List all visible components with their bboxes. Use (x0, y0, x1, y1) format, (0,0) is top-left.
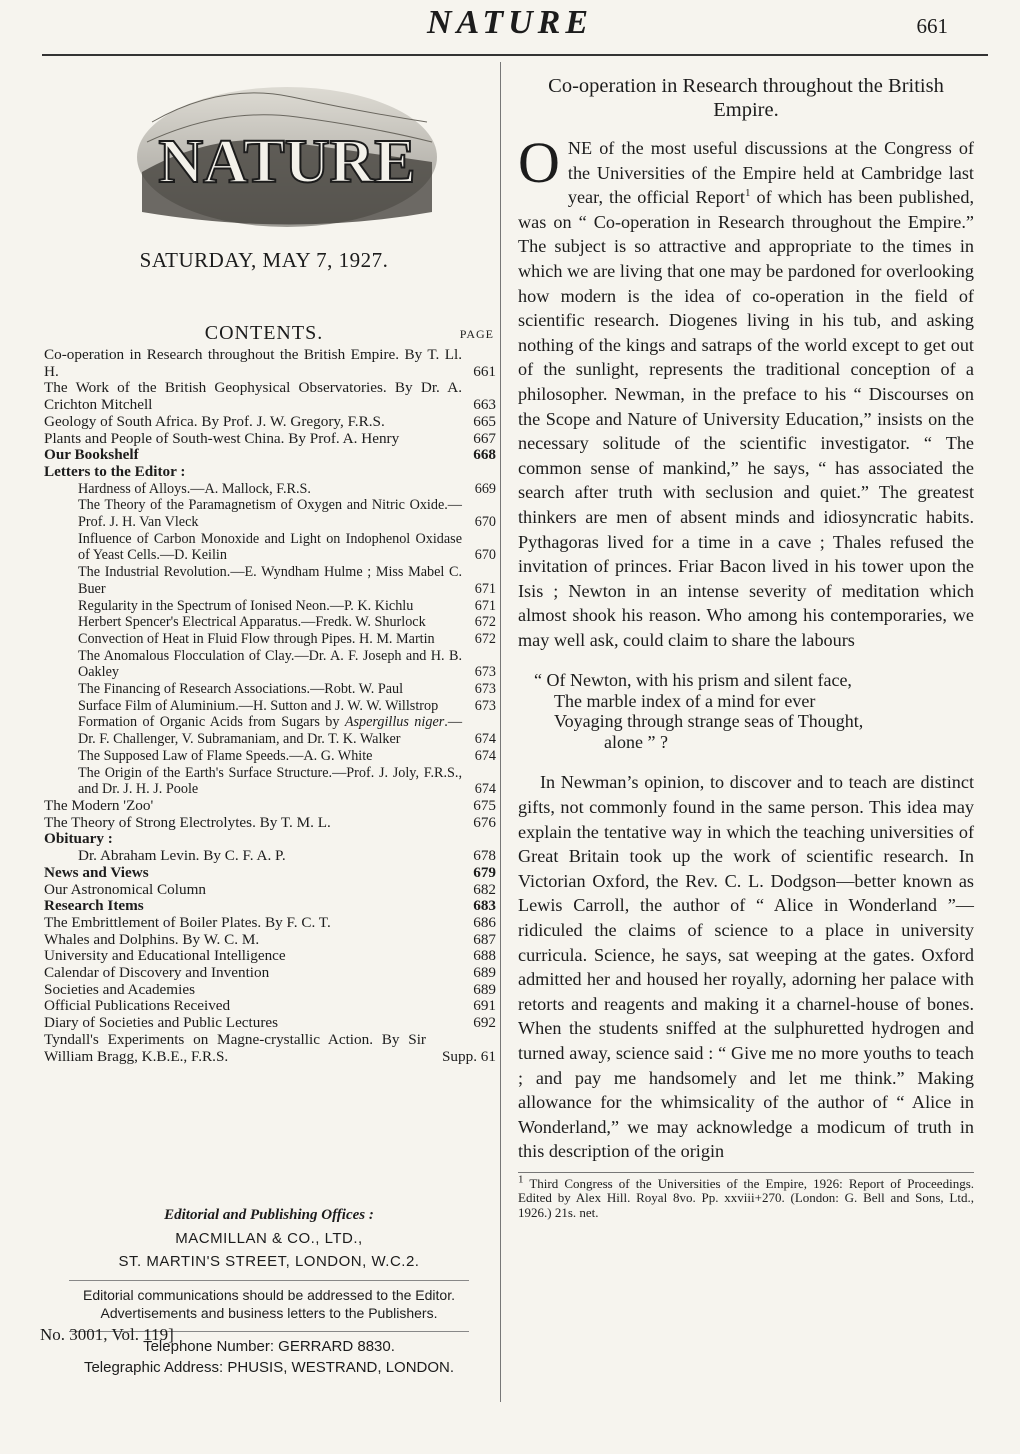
toc-entry-page: 671 (474, 597, 496, 614)
page-number: 661 (916, 14, 948, 38)
toc-entry-page: 672 (474, 630, 496, 647)
toc-entry[interactable] (44, 798, 496, 815)
verse-line: Voyaging through strange seas of Thought, (554, 711, 864, 732)
toc-entry-title-part: .—Dr. F. Challenger, V. Subramaniam, and Dr. T. K. Walker (78, 714, 462, 748)
verse-quotation (534, 670, 974, 752)
toc-entry-title-part: Formation of Organic Acids from Sugars by (78, 714, 345, 731)
toc-entry-title: News and Views (44, 863, 149, 881)
toc-entry-title-italic: Aspergillus niger (344, 714, 445, 731)
toc-entry[interactable] (44, 765, 496, 798)
telegraphic-address: Telegraphic Address: PHUSIS, WESTRAND, LONDON. (83, 1359, 455, 1376)
toc-entry-page: 669 (474, 480, 496, 497)
toc-entry-page: 689 (473, 980, 496, 998)
toc-entry-page: 687 (473, 930, 496, 948)
toc-entry-page: 672 (474, 614, 496, 631)
toc-entry[interactable] (44, 497, 496, 530)
toc-entry-title: Calendar of Discovery and Invention (44, 964, 270, 982)
toc-entry-title: Diary of Societies and Public Lectures (44, 1014, 279, 1032)
toc-entry-title: Our Bookshelf (44, 446, 139, 464)
toc-entry[interactable] (44, 882, 496, 899)
drop-cap: O (518, 130, 560, 195)
toc-entry-page: 688 (473, 947, 496, 965)
toc-entry[interactable] (44, 648, 496, 681)
toc-entry[interactable] (44, 848, 496, 865)
toc-entry-page: 683 (473, 897, 496, 915)
toc-entry-page: 673 (474, 664, 496, 681)
toc-entry[interactable] (44, 982, 496, 999)
masthead-logo (132, 62, 442, 262)
toc-section-heading (44, 831, 496, 848)
toc-entry-title: Geology of South Africa. By Prof. J. W. Gregory, F.R.S. (44, 412, 385, 430)
toc-entry[interactable] (44, 380, 496, 413)
issue-number: No. 3001, Vol. 119] (40, 1325, 174, 1344)
toc-entry-page: 670 (474, 514, 496, 531)
toc-entry-page: 674 (474, 781, 496, 798)
toc-entry[interactable] (44, 998, 496, 1015)
toc-entry[interactable] (44, 865, 496, 882)
table-of-contents (44, 347, 496, 1065)
toc-entry[interactable] (44, 898, 496, 915)
toc-entry[interactable] (44, 481, 496, 498)
toc-entry-title: The Anomalous Flocculation of Clay.—Dr. A. F. Joseph and H. B. Oakley (78, 647, 462, 681)
footnote (518, 1173, 974, 1221)
toc-entry-page: 668 (473, 446, 496, 464)
telephone-number: Telephone Number: GERRARD 8830. (143, 1338, 395, 1355)
footnote-number: 1 (518, 1173, 524, 1186)
toc-entry-title: University and Educational Intelligence (44, 947, 286, 965)
toc-entry-title: The Work of the British Geophysical Observatories. By Dr. A. Crichton Mitchell (44, 379, 462, 414)
toc-entry-title: Tyndall's Experiments on Magne-crystallic Action. By Sir William Bragg, K.B.E., F.R.S. (44, 1030, 426, 1065)
toc-section-heading (44, 464, 496, 481)
toc-entry-page: 671 (474, 580, 496, 597)
offices-heading: Editorial and Publishing Offices : (164, 1207, 374, 1223)
toc-entry-page: 692 (473, 1014, 496, 1032)
toc-entry-page: 682 (473, 880, 496, 898)
toc-entry-title (44, 714, 496, 747)
toc-entry[interactable] (44, 564, 496, 597)
toc-entry-title: Whales and Dolphins. By W. C. M. (44, 930, 260, 948)
toc-entry[interactable] (44, 447, 496, 464)
toc-entry[interactable] (44, 598, 496, 615)
contents-title: CONTENTS. (204, 322, 324, 344)
toc-entry-title: Plants and People of South-west China. By Prof. A. Henry (44, 429, 400, 447)
toc-entry-title: The Embrittlement of Boiler Plates. By F. C. T. (44, 913, 331, 931)
article-column (518, 62, 974, 1220)
toc-entry-page: 678 (473, 847, 496, 865)
toc-entry-title: Letters to the Editor : (44, 462, 186, 480)
contents-page-label: PAGE (459, 327, 494, 341)
toc-entry[interactable] (44, 748, 496, 765)
toc-entry-title: Convection of Heat in Fluid Flow through Pipes. H. M. Martin (78, 630, 435, 647)
toc-entry-title: Co-operation in Research throughout the British Empire. By T. Ll. H. (44, 346, 462, 380)
footnote-rule (518, 1172, 974, 1173)
toc-entry[interactable] (44, 815, 496, 832)
toc-entry[interactable] (44, 531, 496, 564)
toc-entry-page: 663 (473, 396, 496, 414)
toc-entry-title: The Origin of the Earth's Surface Structure.—Prof. J. Joly, F.R.S., and Dr. J. H. J. Poole (78, 764, 462, 798)
toc-entry-page: 675 (473, 796, 496, 814)
toc-entry[interactable] (44, 431, 496, 448)
offices-divider (69, 1280, 469, 1281)
article-paragraph: In Newman’s opinion, to discover and to teach are distinct gifts, not commonly found in the same person. This idea may explain the tentative way in which the teaching universities of Great Britain took up the work of scientific research. In Victorian Oxford, the Rev. C. L. Dodgson—better known as Lewis Carroll, the author of “ Alice in Wonderland ”—ridiculed the claims of science to a place in university curricula. Science, he says, sat weeping at the gates. Oxford admitted her and housed her royally, adorning her palace with retorts and reagents and making it a charnel-house of bones. When the students sniffed at the sulphuretted hydrogen and turned away, science said : “ Give me no more youths to teach ; and pay me handsomely and let me think.” Making allowance for the whimsicality of the author of “ Alice in Wonderland,” we may acknowledge a modicum of truth in this description of the origin (518, 772, 974, 1162)
toc-entry[interactable] (44, 965, 496, 982)
toc-entry[interactable] (44, 614, 496, 631)
toc-entry-title: Societies and Academies (44, 980, 195, 998)
toc-entry[interactable] (44, 932, 496, 949)
issue-date: SATURDAY, MAY 7, 1927. (139, 248, 389, 272)
toc-entry[interactable] (44, 915, 496, 932)
toc-entry-title: The Financing of Research Associations.—Robt. W. Paul (78, 681, 404, 698)
toc-entry-page: 686 (473, 913, 496, 931)
toc-entry-title: Herbert Spencer's Electrical Apparatus.—Fredk. W. Shurlock (78, 614, 426, 631)
footnote-marker[interactable]: 1 (744, 187, 751, 200)
toc-entry[interactable] (44, 1032, 496, 1065)
article-paragraph (518, 130, 975, 652)
toc-entry[interactable] (44, 414, 496, 431)
verse-line: The marble index of a mind for ever (554, 690, 816, 711)
toc-entry-title: The Theory of Strong Electrolytes. By T. M. L. (44, 813, 331, 831)
verse-line: “ Of Newton, with his prism and silent face, (534, 670, 852, 691)
toc-entry-page: 691 (473, 997, 496, 1015)
toc-entry-title: Our Astronomical Column (44, 880, 206, 898)
toc-entry-page: Supp. 61 (441, 1047, 496, 1065)
verse-line: alone ” ? (604, 731, 668, 752)
header-rule (42, 54, 988, 56)
toc-entry[interactable] (44, 714, 496, 747)
publisher-name: MACMILLAN & CO., LTD., (175, 1230, 363, 1247)
toc-entry-page: 674 (474, 747, 496, 764)
advertising-note: Advertisements and business letters to the Publishers. (100, 1305, 438, 1321)
toc-entry[interactable] (44, 347, 496, 380)
editorial-note: Editorial communications should be addressed to the Editor. (83, 1287, 455, 1303)
toc-entry-title: Influence of Carbon Monoxide and Light on Indophenol Oxidase of Yeast Cells.—D. Keilin (78, 530, 462, 564)
toc-entry-page: 670 (474, 547, 496, 564)
toc-entry-title: The Modern 'Zoo' (44, 796, 154, 814)
toc-entry-page: 676 (473, 813, 496, 831)
toc-entry-page: 661 (473, 362, 496, 380)
toc-entry-title: Regularity in the Spectrum of Ionised Neon.—P. K. Kichlu (78, 597, 414, 614)
contents-header (44, 322, 494, 348)
toc-entry-page: 674 (474, 731, 496, 748)
toc-entry-page: 679 (473, 863, 496, 881)
toc-entry-page: 673 (474, 697, 496, 714)
toc-entry-title: The Supposed Law of Flame Speeds.—A. G. White (78, 747, 373, 764)
toc-entry-title: Dr. Abraham Levin. By C. F. A. P. (78, 847, 286, 865)
toc-entry-title: Research Items (44, 897, 144, 915)
column-divider (500, 62, 501, 1402)
footnote-text: Third Congress of the Universities of the Empire, 1926: Report of Proceedings. Edited by Alex Hill. Royal 8vo. Pp. xxviii+270. (London: G. Bell and Sons, Ltd., 1926.) 21s. net. (518, 1175, 974, 1220)
toc-entry-title: Official Publications Received (44, 997, 231, 1015)
toc-entry-page: 689 (473, 964, 496, 982)
publishing-offices (44, 1207, 494, 1376)
toc-entry[interactable] (44, 631, 496, 648)
toc-entry[interactable] (44, 1015, 496, 1032)
paragraph-text: of which has been published, was on “ Co-operation in Research throughout the Empire.” The subject is so attractive and appropriate to the times in which we are living that one may be pardoned for overlooking how modern is the idea of co-operation in the field of scientific research. Diogenes living in his tub, and asking nothing of the kings and satraps of the world except to get out of the sunlight, represents the traditional conception of a philosopher. Newman, in the preface to his “ Discourses on the Scope and Nature of University Education,” insists on the necessary solitude of the scientific investigator. “ The common sense of mankind,” he says, “ has associated the search after truth with seclusion and quiet.” The greatest thinkers are men of absent minds and idiosyncratic habits. Pythagoras lived for a time in a cave ; Thales refused the invitation of princes. Friar Bacon lived in his tower upon the Isis ; Newton in an intense severity of meditation which almost shook his reason. Who among his contemporaries, we may well ask, could claim to share the labours (518, 187, 975, 650)
toc-entry[interactable] (44, 681, 496, 698)
toc-entry-page: 665 (473, 412, 496, 430)
toc-entry[interactable] (44, 698, 496, 715)
toc-entry-title: Obituary : (44, 830, 113, 848)
masthead-wordmark: NATURE (158, 128, 416, 196)
toc-entry[interactable] (44, 948, 496, 965)
toc-entry-title: The Theory of the Paramagnetism of Oxygen and Nitric Oxide.—Prof. J. H. Van Vleck (78, 497, 462, 531)
article-title: Co-operation in Research throughout the British Empire. (548, 75, 944, 121)
paragraph-text: NE of the most useful discussions at the Congress of the Universities of the Empire held at Cambridge last year, the official Report (567, 138, 974, 208)
toc-entry-title: Hardness of Alloys.—A. Mallock, F.R.S. (78, 480, 311, 497)
toc-entry-title: The Industrial Revolution.—E. Wyndham Hulme ; Miss Mabel C. Buer (78, 564, 462, 597)
running-title: NATURE (426, 4, 594, 41)
toc-entry-title: Surface Film of Aluminium.—H. Sutton and J. W. W. Willstrop (78, 697, 439, 714)
publisher-address: ST. MARTIN'S STREET, LONDON, W.C.2. (118, 1253, 420, 1270)
toc-entry-page: 673 (474, 681, 496, 698)
toc-entry-page: 667 (473, 429, 496, 447)
